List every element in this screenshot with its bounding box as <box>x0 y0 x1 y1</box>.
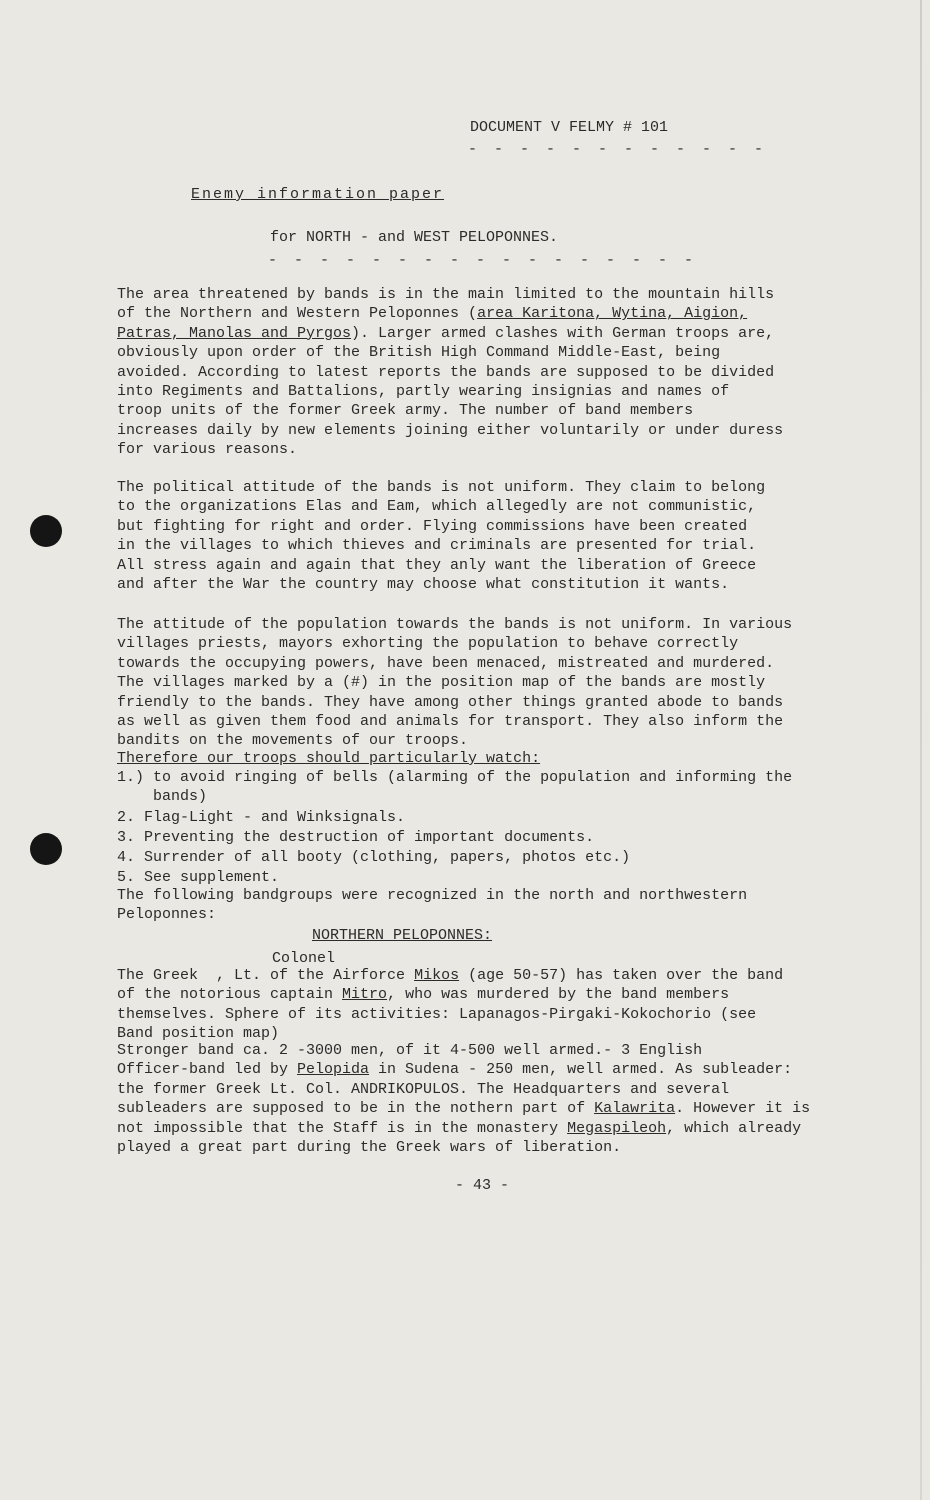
reference-underline: - - - - - - - - - - - - <box>468 141 768 158</box>
subtitle-underline: - - - - - - - - - - - - - - - - - <box>268 252 698 269</box>
paragraph-area-text-end: ). Larger armed clashes with German troops are, obviously upon order of the British High Command Middle-East, being avoided. According to latest reports the bands are supposed to be divided into Regiments and Battalions, partly wearing insignias and names of troop units of the former Greek army. The number of band members increases daily by new elements joining either voluntarily or under duress for various reasons. <box>117 324 784 459</box>
text-segment: , who was murdered by the band members themselves. Sphere of its activities: Lapanagos-Pirgaki-Kokochorio (see Band position map) <box>117 986 757 1043</box>
text-segment: , which already played a great part during the Greek wars of liberation. <box>117 1119 802 1157</box>
punch-hole-bottom <box>30 833 62 865</box>
place-megaspileon: Megaspileoh <box>567 1119 667 1137</box>
paragraph-mikos <box>117 966 877 1044</box>
place-kalawrita: Kalawrita <box>594 1100 676 1118</box>
paragraph-bandgroups: The following bandgroups were recognized in the north and northwestern Peloponnes: <box>117 887 748 924</box>
page-subtitle: for NORTH - and WEST PELOPONNES. <box>270 229 559 246</box>
paragraph-area <box>117 285 877 460</box>
area-names: area Karitona, Wytina, Aigion, Patras, Manolas and Pyrgos <box>117 305 748 342</box>
paragraph-area-text: The area threatened by bands is in the main limited to the mountain hills of the Northern and Western Peloponnes ( <box>117 286 775 323</box>
list-item: 3. Preventing the destruction of important documents. <box>117 829 595 846</box>
list-item: 4. Surrender of all booty (clothing, papers, photos etc.) <box>117 849 631 866</box>
section-heading: NORTHERN PELOPONNES: <box>312 927 493 944</box>
text-segment: in Sudena - 250 men, well armed. As subleader: the former Greek Lt. Col. ANDRIKOPULOS. The Headquarters and several subleaders are supposed to be in the nothern part of <box>117 1061 793 1118</box>
document-reference: DOCUMENT V FELMY # 101 <box>470 119 669 136</box>
page-title: Enemy information paper <box>191 186 445 203</box>
list-item: 1.) to avoid ringing of bells (alarming of the population and informing the bands) <box>117 769 793 806</box>
text-segment: The Greek , Lt. of the Airforce <box>117 967 415 984</box>
text-segment: Stronger band ca. 2 -3000 men, of it 4-500 well armed.- 3 English Officer-band led by <box>117 1042 703 1079</box>
text-segment: (age 50-57) has taken over the band of the notorious captain <box>117 967 784 1004</box>
punch-hole-top <box>30 515 62 547</box>
name-mikos: Mikos <box>414 967 460 984</box>
paragraph-political: The political attitude of the bands is not uniform. They claim to belong to the organizations Elas and Eam, which allegedly are not communistic, but fighting for right and order. Flying commissions have been created in the villages to which thieves and criminals are presented for trial. All stress again and again that they anly want the liberation of Greece and after the War the country may choose what constitution it wants. <box>117 479 766 594</box>
text-segment: . However it is not impossible that the Staff is in the monastery <box>117 1100 811 1137</box>
page-edge <box>920 0 922 1500</box>
list-item: 5. See supplement. <box>117 869 280 886</box>
paragraph-stronger-band <box>117 1041 877 1157</box>
name-mitro: Mitro <box>342 986 388 1004</box>
name-pelopida: Pelopida <box>297 1061 370 1079</box>
paragraph-population: The attitude of the population towards the bands is not uniform. In various villages priests, mayors exhorting the population to behave correctly towards the occupying powers, have been menaced, mistreated and murdered. The villages marked by a (#) in the position map of the bands are mostly friendly to the bands. They have among other things granted abode to bands as well as given them food and animals for transport. They also inform the bandits on the movements of our troops. <box>117 616 793 750</box>
list-item: 2. Flag-Light - and Winksignals. <box>117 809 406 826</box>
watch-list-heading: Therefore our troops should particularly watch: <box>117 750 541 767</box>
handwritten-insert: Colonel <box>272 950 336 967</box>
page-number: - 43 - <box>455 1177 510 1194</box>
